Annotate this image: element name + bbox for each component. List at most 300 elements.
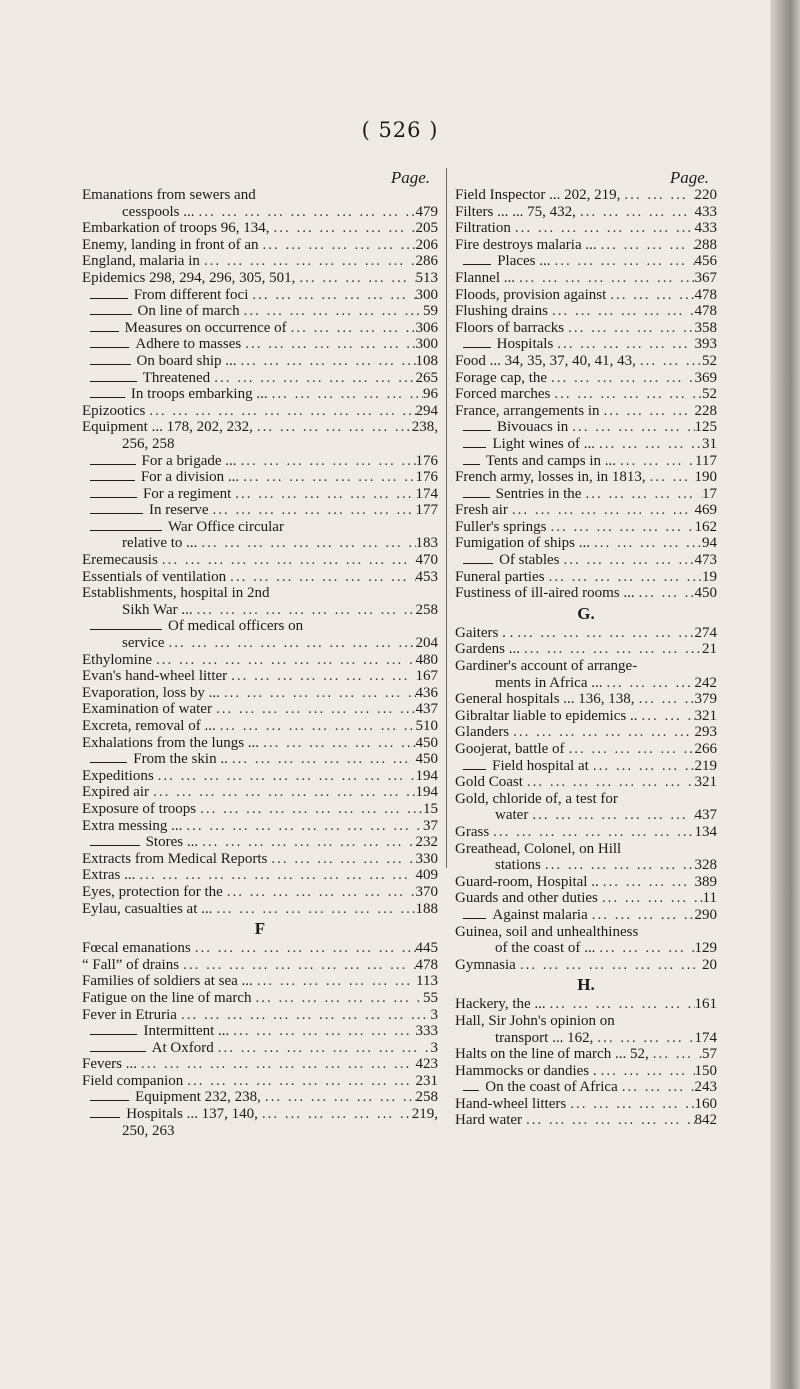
entry-page-ref: 330 (415, 850, 438, 867)
leader-dots (154, 768, 416, 785)
leader-dots (606, 287, 694, 304)
leader-dots (597, 1063, 695, 1080)
repeat-dash (463, 769, 486, 770)
leader-dots (228, 751, 416, 768)
entry-label: French army, losses in, in 1813, (455, 469, 646, 486)
entry-label: Sentries in the (495, 485, 582, 502)
leader-dots (636, 353, 702, 370)
index-entry (82, 403, 438, 420)
repeat-dash (463, 918, 486, 919)
index-entry (455, 220, 717, 237)
index-entry (455, 270, 717, 287)
entry-page-ref: 21 (702, 641, 717, 658)
leader-dots (600, 403, 695, 420)
entry-page-ref: 293 (694, 724, 717, 741)
leader-dots (511, 220, 695, 237)
entry-page-ref: 513 (415, 269, 438, 286)
leader-dots (231, 486, 415, 503)
entry-label: 250, 263 (122, 1122, 175, 1139)
index-section-letter: H. (577, 975, 595, 995)
entry-page-ref: 219, (411, 1106, 438, 1123)
entry-page-ref: 450 (415, 751, 438, 768)
entry-page-ref: 113 (416, 973, 438, 990)
entry-label: Equipment 232, 238, (135, 1089, 261, 1106)
index-section-letter: G. (577, 603, 595, 623)
leader-dots (212, 701, 416, 718)
leader-dots (589, 758, 695, 775)
entry-page-ref: 478 (694, 303, 717, 320)
entry-page-ref: 369 (694, 369, 717, 386)
repeat-dash (90, 364, 131, 365)
entry-label: Establishments, hospital in 2nd (82, 585, 270, 602)
entry-label: From different foci (133, 286, 249, 303)
entry-label: Equipment ... 178, 202, 232, (82, 419, 253, 436)
entry-page-ref: 469 (694, 502, 717, 519)
index-entry (82, 735, 438, 752)
entry-label: of the coast of ... (495, 940, 596, 957)
leader-dots (616, 453, 695, 470)
index-entry (82, 867, 438, 884)
repeat-dash (90, 331, 119, 332)
index-entry (455, 1063, 717, 1080)
entry-label: Fuller's springs (455, 518, 547, 535)
leader-dots (258, 1106, 412, 1123)
entry-page-ref: 231 (415, 1072, 438, 1089)
index-subentry (455, 436, 717, 453)
entry-page-ref: 333 (415, 1023, 438, 1040)
repeat-dash (463, 1090, 479, 1091)
entry-label: Gaiters . . (455, 624, 514, 641)
index-subentry (455, 453, 717, 470)
entry-label: Flannel ... (455, 269, 515, 286)
entry-label: Field companion (82, 1072, 184, 1089)
repeat-dash (90, 347, 129, 348)
entry-label: “ Fall” of drains (82, 956, 180, 973)
index-entry (82, 1007, 438, 1024)
leader-dots (195, 204, 416, 221)
entry-page-ref: 450 (694, 585, 717, 602)
index-entry (82, 957, 438, 974)
index-entry (455, 535, 717, 552)
index-entry (455, 469, 717, 486)
index-entry (455, 519, 717, 536)
index-entry (455, 741, 717, 758)
entry-label: Filtration (455, 220, 511, 237)
entry-label: Funeral parties (455, 568, 545, 585)
repeat-dash (463, 447, 486, 448)
leader-dots (509, 724, 694, 741)
leader-dots (135, 867, 415, 884)
repeat-dash (90, 513, 143, 514)
index-subentry (82, 834, 438, 851)
entry-page-ref: 52 (702, 352, 717, 369)
entry-page-ref: 433 (694, 220, 717, 237)
leader-dots (258, 237, 415, 254)
repeat-dash (90, 314, 132, 315)
index-entry (455, 957, 717, 974)
leader-dots (520, 641, 702, 658)
repeat-dash (463, 347, 491, 348)
entry-page-ref: 379 (694, 691, 717, 708)
entry-label: Expeditions (82, 767, 154, 784)
leader-dots (546, 996, 695, 1013)
index-list-left (82, 187, 438, 1139)
entry-label: For a division ... (140, 469, 240, 486)
entry-page-ref: 389 (694, 873, 717, 890)
entry-label: Hospitals ... 137, 140, (126, 1106, 258, 1123)
leader-dots (646, 469, 695, 486)
entry-page-ref: 125 (694, 419, 717, 436)
index-subentry (455, 907, 717, 924)
repeat-dash (463, 430, 491, 431)
leader-dots (227, 668, 415, 685)
entry-label: Glanders (455, 724, 510, 741)
entry-page-ref: 228 (694, 402, 717, 419)
entry-page-ref: 11 (702, 890, 717, 907)
repeat-dash (90, 381, 137, 382)
entry-label: For a brigade ... (141, 452, 237, 469)
entry-label: Of stables (499, 552, 560, 569)
leader-dots (210, 370, 415, 387)
entry-page-ref: 176 (415, 452, 438, 469)
leader-dots (597, 237, 695, 254)
entry-label: Filters ... ... 75, 432, (455, 203, 576, 220)
index-entry (82, 220, 438, 237)
leader-dots (593, 1030, 694, 1047)
index-entry-continuation (455, 940, 717, 957)
entry-label: In reserve (149, 502, 209, 519)
leader-dots (198, 834, 415, 851)
index-subentry (82, 453, 438, 470)
index-entry-continuation (455, 857, 717, 874)
entry-page-ref: 167 (415, 668, 438, 685)
entry-label: Fire destroys malaria ... (455, 236, 597, 253)
entry-page-ref: 177 (415, 502, 438, 519)
index-section-letter: F (254, 919, 266, 939)
entry-page-ref: 55 (423, 989, 438, 1006)
entry-page-ref: 160 (694, 1095, 717, 1112)
leader-dots (193, 602, 416, 619)
entry-page-ref: 409 (415, 867, 438, 884)
entry-page-ref: 96 (423, 386, 438, 403)
repeat-dash (90, 1034, 137, 1035)
index-entry (82, 701, 438, 718)
index-entry (455, 996, 717, 1013)
entry-label: War Office circular (168, 518, 284, 535)
index-entry (82, 652, 438, 669)
entry-label: On line of march (137, 303, 240, 320)
entry-page-ref: 367 (694, 269, 717, 286)
leader-dots (226, 569, 415, 586)
leader-dots (158, 552, 416, 569)
index-entry (82, 940, 438, 957)
leader-dots (618, 1079, 695, 1096)
index-subentry (82, 519, 438, 536)
entry-page-ref: 219 (694, 757, 717, 774)
entry-label: Against malaria (492, 906, 588, 923)
index-column-left (82, 168, 438, 1139)
index-subentry (455, 486, 717, 503)
index-entry-continuation (455, 1030, 717, 1047)
entry-label: Fustiness of ill-aired rooms ... (455, 585, 635, 602)
index-entry (82, 990, 438, 1007)
entry-label: Halts on the line of march ... 52, (455, 1046, 649, 1063)
entry-label: Extracts from Medical Reports (82, 850, 268, 867)
leader-dots (200, 253, 416, 270)
entry-label: Fever in Etruria (82, 1006, 177, 1023)
leader-dots (212, 901, 415, 918)
entry-label: General hospitals ... 136, 138, (455, 691, 635, 708)
leader-dots (237, 453, 416, 470)
entry-label: Ethylomine (82, 651, 152, 668)
entry-page-ref: 321 (694, 707, 717, 724)
entry-page-ref: 423 (415, 1056, 438, 1073)
leader-dots (598, 890, 703, 907)
index-entry (82, 973, 438, 990)
entry-page-ref: 17 (702, 485, 717, 502)
leader-dots (197, 535, 415, 552)
entry-label: Epizootics (82, 402, 146, 419)
entry-page-ref: 3 (430, 1006, 438, 1023)
index-subentry (82, 751, 438, 768)
index-entry (82, 784, 438, 801)
leader-dots (248, 287, 415, 304)
leader-dots (149, 784, 415, 801)
index-entry-continuation (82, 535, 438, 552)
entry-page-ref: 393 (694, 336, 717, 353)
leader-dots (649, 1046, 702, 1063)
entry-label: Field hospital at (492, 757, 589, 774)
entry-page-ref: 20 (702, 956, 717, 973)
leader-dots (564, 320, 694, 337)
leader-dots (581, 486, 702, 503)
index-entry (82, 585, 438, 602)
entry-label: transport ... 162, (495, 1029, 594, 1046)
entry-label: England, malaria in (82, 253, 200, 270)
leader-dots (595, 436, 702, 453)
entry-page-ref: 174 (694, 1029, 717, 1046)
repeat-dash (463, 264, 491, 265)
index-entry (455, 708, 717, 725)
repeat-dash (90, 762, 127, 763)
entry-page-ref: 258 (415, 1089, 438, 1106)
index-entry (455, 924, 717, 941)
index-entry (455, 874, 717, 891)
entry-label: Places ... (497, 253, 551, 270)
index-entry (455, 1013, 717, 1030)
leader-dots (528, 807, 694, 824)
index-subentry (82, 1023, 438, 1040)
entry-label: Guinea, soil and unhealthiness (455, 923, 639, 940)
index-subentry (82, 353, 438, 370)
leader-dots (259, 735, 415, 752)
leader-dots (550, 386, 702, 403)
index-entry (455, 641, 717, 658)
entry-label: Fevers ... (82, 1056, 137, 1073)
index-entry (82, 768, 438, 785)
index-subentry (455, 336, 717, 353)
repeat-dash (463, 563, 493, 564)
index-entry (82, 569, 438, 586)
leader-dots (237, 353, 416, 370)
index-entry (82, 253, 438, 270)
entry-label: Guard-room, Hospital .. (455, 873, 599, 890)
index-subentry (455, 758, 717, 775)
leader-dots (261, 1089, 416, 1106)
column-heading-page: Page. (390, 168, 430, 187)
leader-dots (267, 851, 415, 868)
entry-label: ments in Africa ... (495, 674, 603, 691)
repeat-dash (463, 497, 490, 498)
entry-label: Of medical officers on (168, 618, 304, 635)
entry-page-ref: 134 (694, 823, 717, 840)
entry-page-ref: 445 (415, 940, 438, 957)
index-entry (455, 502, 717, 519)
entry-label: Families of soldiers at sea ... (82, 973, 253, 990)
entry-label: Field Inspector ... 202, 219, (455, 187, 621, 203)
entry-label: Tents and camps in ... (485, 452, 617, 469)
repeat-dash (90, 845, 140, 846)
entry-label: Extras ... (82, 867, 136, 884)
leader-dots (513, 625, 694, 642)
entry-label: For a regiment (142, 485, 232, 502)
entry-label: water (495, 807, 529, 824)
repeat-dash (90, 1117, 120, 1118)
index-entry-continuation (82, 635, 438, 652)
index-subentry (82, 1089, 438, 1106)
index-entry-continuation (82, 602, 438, 619)
index-subentry (82, 486, 438, 503)
leader-dots (253, 973, 416, 990)
index-subentry (455, 1079, 717, 1096)
entry-label: Measures on occurrence of (124, 319, 287, 336)
entry-label: Hammocks or dandies . (455, 1062, 597, 1079)
index-entry (455, 353, 717, 370)
index-entry (82, 901, 438, 918)
entry-page-ref: 94 (702, 535, 717, 552)
leader-dots (214, 1040, 431, 1057)
index-subentry (455, 253, 717, 270)
entry-label: Forage cap, the (455, 369, 548, 386)
index-entry (455, 303, 717, 320)
index-entry (455, 585, 717, 602)
entry-label: 256, 258 (122, 435, 175, 452)
entry-label: Hand-wheel litters (455, 1095, 567, 1112)
leader-dots (620, 187, 694, 204)
index-entry (455, 824, 717, 841)
leader-dots (216, 718, 416, 735)
entry-page-ref: 470 (415, 552, 438, 569)
leader-dots (269, 220, 415, 237)
entry-page-ref: 300 (415, 286, 438, 303)
entry-page-ref: 232 (415, 834, 438, 851)
entry-label: Hospitals (496, 336, 554, 353)
index-entry-continuation (455, 675, 717, 692)
entry-page-ref: 205 (415, 220, 438, 237)
entry-label: Floors of barracks (455, 319, 565, 336)
entry-label: Fatigue on the line of march (82, 989, 252, 1006)
index-entry (455, 386, 717, 403)
entry-label: Eylau, casualties at ... (82, 900, 213, 917)
entry-label: Fœcal emanations (82, 940, 191, 957)
page-number: ( 526 ) (361, 118, 439, 142)
entry-label: Intermittent ... (143, 1023, 230, 1040)
entry-page-ref: 479 (415, 203, 438, 220)
entry-label: Gardens ... (455, 641, 520, 658)
entry-page-ref: 161 (694, 996, 717, 1013)
entry-page-ref: 321 (694, 774, 717, 791)
entry-page-ref: 286 (415, 253, 438, 270)
entry-page-ref: 188 (415, 900, 438, 917)
leader-dots (602, 675, 694, 692)
leader-dots (287, 320, 416, 337)
entry-page-ref: 19 (702, 568, 717, 585)
entry-label: Food ... 34, 35, 37, 40, 41, 43, (455, 352, 636, 369)
entry-label: cesspools ... (122, 203, 195, 220)
entry-label: Grass (455, 823, 490, 840)
index-entry (455, 1096, 717, 1113)
index-entry (455, 841, 717, 858)
entry-page-ref: 842 (694, 1112, 717, 1129)
leader-dots (239, 469, 415, 486)
index-subentry (455, 419, 717, 436)
entry-page-ref: 266 (694, 741, 717, 757)
index-entry (455, 569, 717, 586)
entry-label: Stores ... (145, 834, 199, 851)
repeat-dash (90, 1100, 129, 1101)
leader-dots (559, 552, 694, 569)
leader-dots (253, 419, 412, 436)
entry-label: On the coast of Africa (485, 1079, 618, 1096)
leader-dots (547, 370, 694, 387)
entry-page-ref: 294 (415, 402, 438, 419)
entry-label: Excreta, removal of ... (82, 718, 216, 734)
leader-dots (179, 957, 415, 974)
entry-label: Gold, chloride of, a test for (455, 790, 618, 807)
entry-page-ref: 174 (415, 485, 438, 502)
leader-dots (566, 1096, 694, 1113)
leader-dots (576, 204, 695, 221)
index-entry (455, 237, 717, 254)
entry-label: Hackery, the ... (455, 996, 546, 1013)
leader-dots (241, 336, 415, 353)
entry-label: Guards and other duties (455, 890, 598, 907)
index-subentry (82, 502, 438, 519)
leader-dots (209, 502, 416, 519)
entry-page-ref: 510 (415, 718, 438, 734)
index-entry (82, 801, 438, 818)
entry-page-ref: 306 (415, 319, 438, 336)
leader-dots (177, 1007, 431, 1024)
index-entry (82, 187, 438, 204)
entry-page-ref: 473 (694, 552, 717, 569)
index-entry (455, 287, 717, 304)
entry-page-ref: 15 (423, 800, 438, 817)
entry-label: Gibraltar liable to epidemics .. (455, 707, 638, 724)
index-entry (455, 187, 717, 204)
index-entry (455, 1112, 717, 1129)
entry-label: Fumigation of ships ... (455, 535, 591, 552)
entry-label: Greathead, Colonel, on Hill (455, 840, 622, 857)
leader-dots (541, 857, 695, 874)
entry-page-ref: 150 (694, 1062, 717, 1079)
entry-page-ref: 238, (411, 419, 438, 436)
entry-label: Light wines of ... (492, 435, 595, 452)
index-entry (455, 791, 717, 808)
entry-label: Gardiner's account of arrange- (455, 658, 638, 675)
index-subentry (455, 552, 717, 569)
leader-dots (515, 270, 695, 287)
